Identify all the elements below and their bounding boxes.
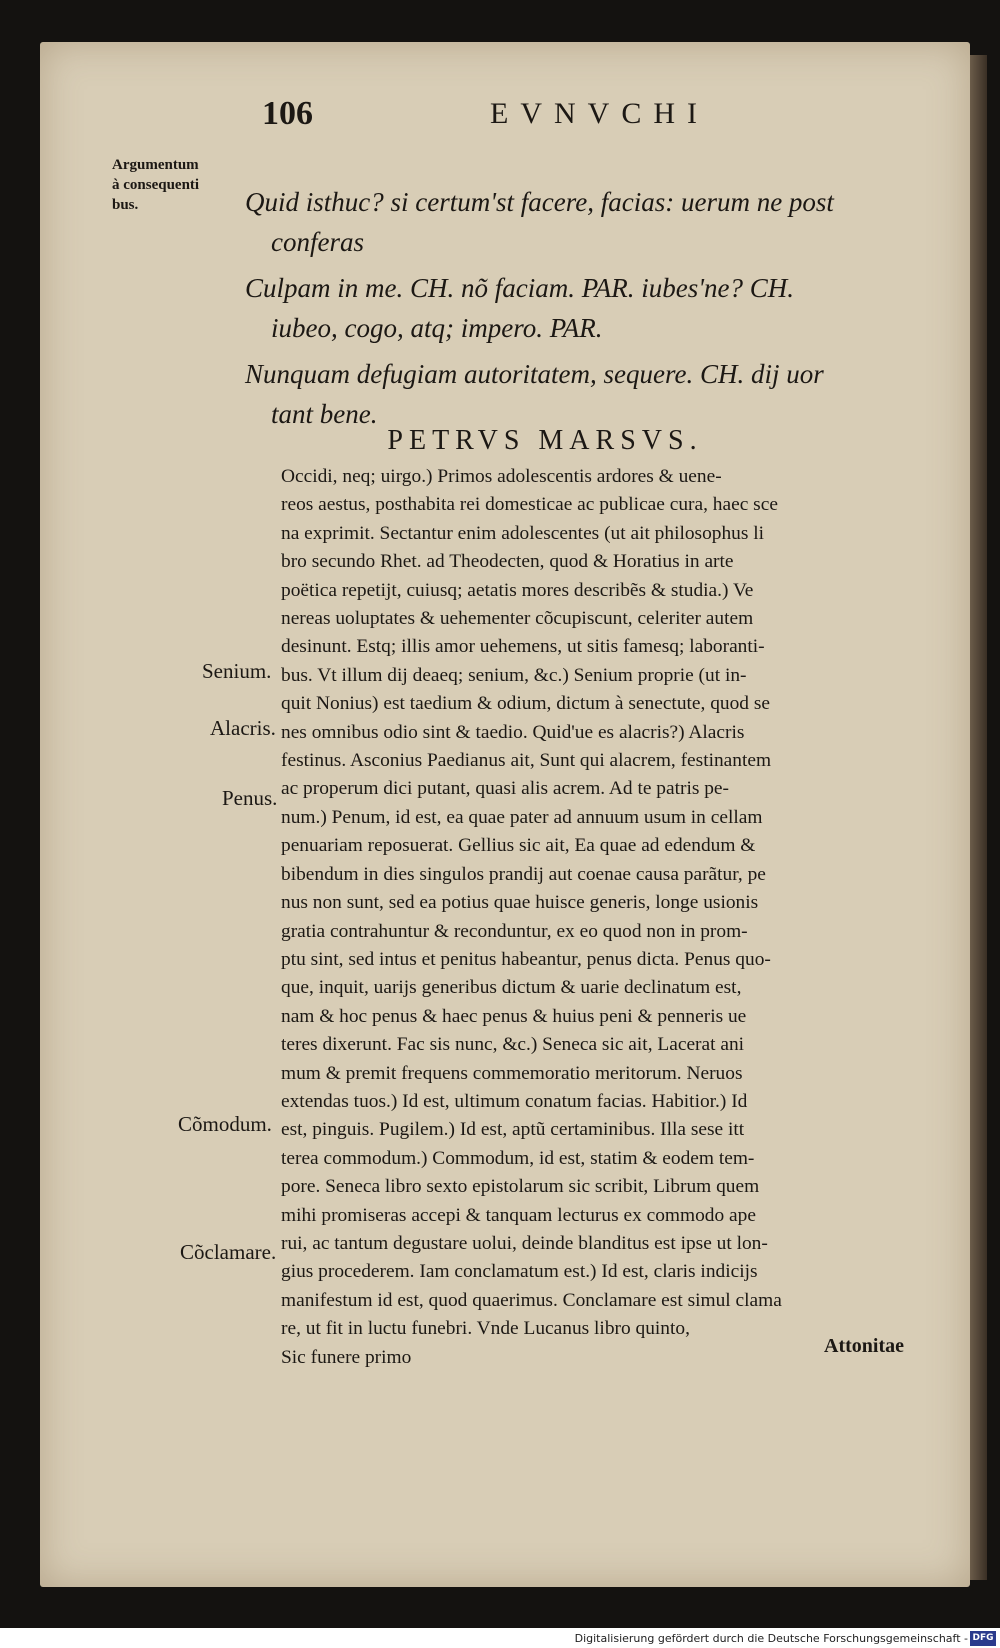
commentary-line: que, inquit, uarijs generibus dictum & uarie declinatum est, xyxy=(281,977,742,999)
commentary-line: na exprimit. Sectantur enim adolescentes (ut ait philosophus li xyxy=(281,522,765,544)
margin-note-argumentum: Argumentum à consequenti bus. xyxy=(112,157,200,213)
catchword: Attonitae xyxy=(824,1335,904,1357)
commentary-line: ac properum dici putant, quasi alis acrem. Ad te patris pe- xyxy=(281,778,729,800)
footer-bar xyxy=(0,1628,1000,1648)
commentary-line: num.) Penum, id est, ea quae pater ad annuum usum in cellam xyxy=(281,806,763,828)
commentary-line: nereas uoluptates & uehementer cõcupiscunt, celeriter autem xyxy=(281,608,754,630)
commentary-line: Occidi, neq; uirgo.) Primos adolescentis ardores & uene- xyxy=(281,466,722,487)
verse-line: tant bene. xyxy=(271,399,378,429)
margin-note-conclamare: Cõclamare. xyxy=(180,1240,277,1264)
commentary-line: penuariam reposuerat. Gellius sic ait, Ea quae ad edendum & xyxy=(281,835,756,857)
verse-line: Culpam in me. CH. nõ faciam. PAR. iubes'ne? CH. xyxy=(245,273,794,303)
commentary-line: gius procederem. Iam conclamatum est.) Id est, claris indicijs xyxy=(281,1261,758,1283)
commentary-line: bus. Vt illum dij deaeq; senium, &c.) Senium proprie (ut in- xyxy=(281,664,747,686)
commentary-line: quit Nonius) est taedium & odium, dictum à senectute, quod se xyxy=(281,693,770,715)
commentary-text xyxy=(281,463,921,1372)
dfg-logo-icon: DFG xyxy=(970,1631,996,1646)
page-number: 106 xyxy=(262,95,313,132)
verse-line: Nunquam defugiam autoritatem, sequere. CH. dij uor xyxy=(245,359,824,389)
margin-note-alacris: Alacris. xyxy=(210,716,276,740)
footer-credit: Digitalisierung gefördert durch die Deutsche Forschungsgemeinschaft - xyxy=(574,1632,968,1645)
commentary-line: nes omnibus odio sint & taedio. Quid'ue es alacris?) Alacris xyxy=(281,721,745,743)
margin-note-penus: Penus. xyxy=(222,786,278,810)
margin-note-senium: Senium. xyxy=(202,659,272,683)
commentary-line: bro secundo Rhet. ad Theodecten, quod & Horatius in arte xyxy=(281,551,734,573)
commentary-line: nus non sunt, sed ea potius quae huisce generis, longe usionis xyxy=(281,892,759,914)
verse-line: conferas xyxy=(271,227,364,257)
commentary-line: festinus. Asconius Paedianus ait, Sunt qui alacrem, festinantem xyxy=(281,750,772,772)
commentary-line: bibendum in dies singulos prandij aut coenae causa parãtur, pe xyxy=(281,863,766,885)
commentary-line: desinunt. Estq; illis amor uehemens, ut sitis famesq; laboranti- xyxy=(281,636,765,658)
commentary-line: gratia contrahuntur & reconduntur, ex eo quod non in prom- xyxy=(281,920,748,942)
commentary-line: ptu sint, sed intus et penitus habeantur, penus dicta. Penus quo- xyxy=(281,948,771,970)
commentary-line: mihi promiseras accepi & tanquam lecturus ex commodo ape xyxy=(281,1204,756,1226)
commentary-line: extendas tuos.) Id est, ultimum conatum facias. Habitior.) Id xyxy=(281,1090,748,1112)
running-head: EVNVCHI xyxy=(490,97,709,130)
commentary-line: poëtica repetijt, cuiusq; aetatis mores describẽs & studia.) Ve xyxy=(281,579,754,601)
commentary-line: re, ut fit in luctu funebri. Vnde Lucanus libro quinto, xyxy=(281,1318,690,1340)
margin-note-commodum: Cõmodum. xyxy=(178,1112,272,1136)
commentary-line: terea commodum.) Commodum, id est, statim & eodem tem- xyxy=(281,1147,755,1169)
commentary-line: reos aestus, posthabita rei domesticae ac publicae cura, haec sce xyxy=(281,494,778,516)
commentary-line: mum & premit frequens commemoratio meritorum. Neruos xyxy=(281,1062,743,1084)
page-header xyxy=(0,95,1000,145)
commentary-line: rui, ac tantum degustare uolui, deinde blanditus est ipse ut lon- xyxy=(281,1232,768,1254)
section-title: PETRVS MARSVS. xyxy=(387,425,703,456)
commentary-line: pore. Seneca libro sexto epistolarum sic scribit, Librum quem xyxy=(281,1176,760,1198)
verse-line: Quid isthuc? si certum'st facere, facias: uerum ne post xyxy=(245,187,834,217)
commentary-line: est, pinguis. Pugilem.) Id est, aptũ certaminibus. Illa sese itt xyxy=(281,1119,745,1141)
verse-block xyxy=(245,182,925,434)
verse-line: iubeo, cogo, atq; impero. PAR. xyxy=(271,313,603,343)
commentary-line: manifestum id est, quod quaerimus. Conclamare est simul clama xyxy=(281,1289,782,1311)
commentary-line: teres dixerunt. Fac sis nunc, &c.) Seneca sic ait, Lacerat ani xyxy=(281,1034,745,1056)
commentary-line: Sic funere primo xyxy=(281,1346,412,1368)
commentary-line: nam & hoc penus & haec penus & huius peni & penneris ue xyxy=(281,1005,747,1027)
